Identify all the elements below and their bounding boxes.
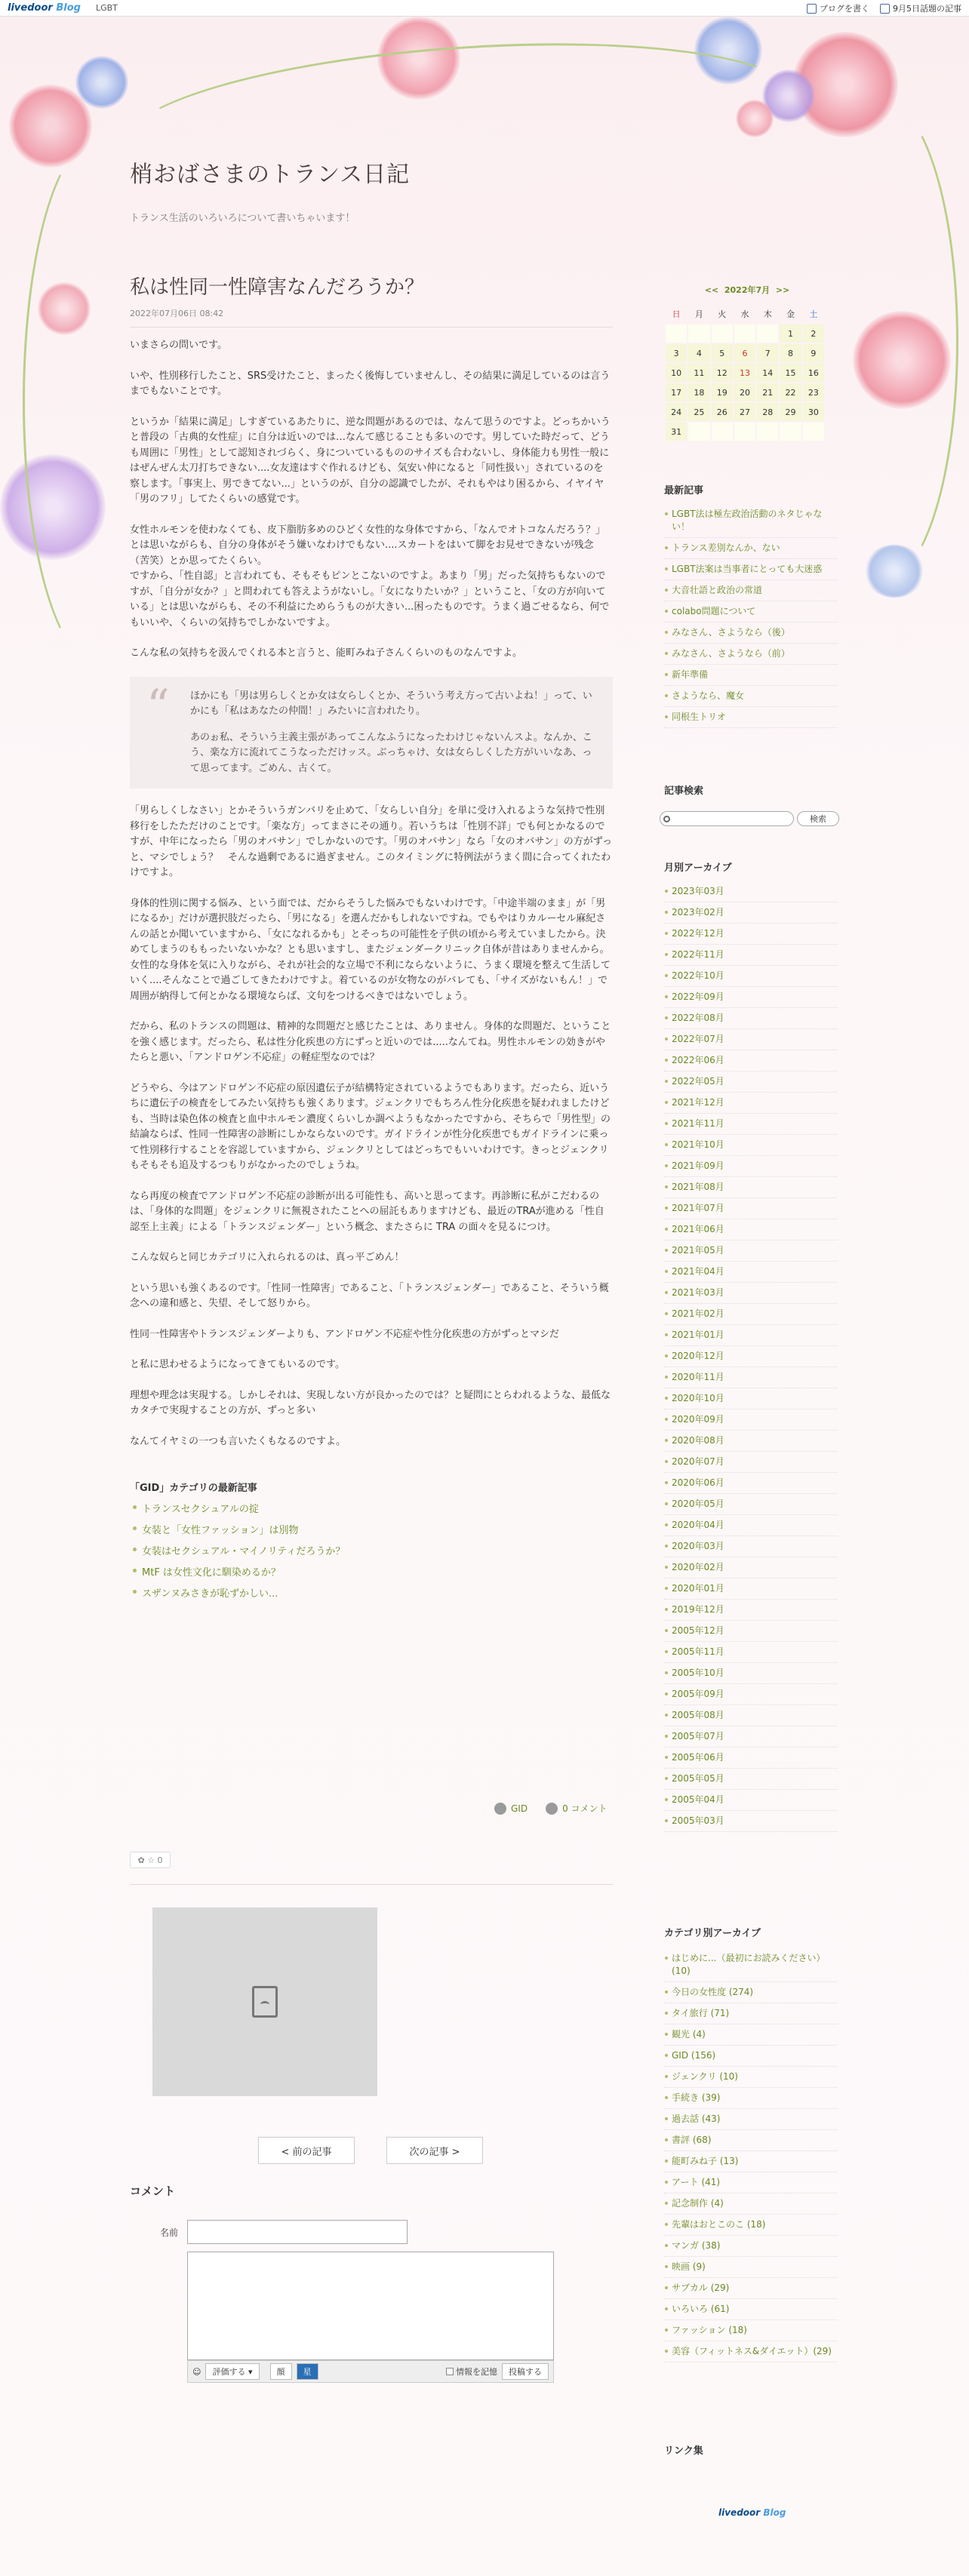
archive-item[interactable] <box>664 1325 838 1346</box>
catarchive-item[interactable] <box>664 1948 838 1982</box>
calendar-day[interactable]: 9 <box>803 344 824 362</box>
catarchive-item-link[interactable]: サブカル (29) <box>672 2282 730 2293</box>
catarchive-heading: カテゴリ別アーカイブ <box>664 1921 761 1943</box>
catarchive-item[interactable] <box>664 2151 838 2172</box>
archive-item-link[interactable]: 2022年08月 <box>672 1013 724 1023</box>
article-paragraph: 理想や理念は実現する。しかしそれは、実現しない方が良かったのでは？と疑問にとらわれるような、最低なカタチで実現することの方が、ずっと多い <box>130 1389 611 1416</box>
recent-item-link[interactable]: colabo問題について <box>672 606 756 616</box>
catarchive-item[interactable] <box>664 2046 838 2067</box>
category-latest <box>130 1480 613 1600</box>
catarchive-item-link[interactable]: マンガ (38) <box>672 2240 721 2251</box>
broken-image-icon <box>252 1986 278 2018</box>
catarchive-item-link[interactable]: 映画 (9) <box>672 2261 706 2272</box>
archive-item[interactable] <box>664 1093 838 1114</box>
category-latest-item-link[interactable]: トランスセクシュアルの掟 <box>142 1504 259 1515</box>
like-icon: ✿ ☆ <box>137 1855 155 1865</box>
archive-item[interactable] <box>664 1621 838 1642</box>
archive-item-link[interactable]: 2021年04月 <box>672 1266 724 1277</box>
article-paragraph: 「男らしくしなさい」とかそういうガンバリを止めて、「女らしい自分」を単に受け入れるような気持で性別移行をしたただけのことです。「楽な方」ってまさにその通り。若いうちは「性別不詳」でも何とかなるのですが、中年になったら「男のオバサン」でしかないのです。「男のオバサン」なら「女のオバサン」の方がずっと、マシでしょう？ そんな過剰であるに過ぎません。このタイミングに特例法がうまく間に合ってくれたわけですよ。 <box>130 805 612 878</box>
calendar-day <box>734 423 755 441</box>
recent-item-link[interactable]: トランス差別なんか、ない <box>672 543 780 553</box>
calendar-day[interactable]: 22 <box>780 383 801 401</box>
archive-item[interactable] <box>664 1811 838 1832</box>
calendar-day <box>666 324 687 343</box>
recent-item-link[interactable]: みなさん、さようなら（前） <box>672 648 790 659</box>
archive-item[interactable] <box>664 1726 838 1748</box>
archive-item-link[interactable]: 2020年08月 <box>672 1435 724 1446</box>
recent-item[interactable] <box>664 538 838 559</box>
archive-item[interactable] <box>664 881 838 902</box>
archive-item[interactable] <box>664 1409 838 1431</box>
catarchive-item[interactable] <box>664 1982 838 2003</box>
recent-item[interactable] <box>664 686 838 707</box>
article-paragraph: なら再度の検査でアンドロゲン不応症の診断が出る可能性も、高いと思ってます。再診断に私がこだわるのは、「身体的な問題」をジェンクリに無視されたことへの屈託もありますけども、最近のTRAが進める「性自認至上主義」による「トランスジェンダー」という概念、またさらに TRA の面々を見るにつけ。 <box>130 1190 604 1233</box>
calendar-day <box>757 324 778 343</box>
archive-item-link[interactable]: 2020年09月 <box>672 1414 724 1425</box>
calendar-day[interactable]: 29 <box>780 403 801 421</box>
catarchive-item-link[interactable]: 今日の女性度 (274) <box>672 1987 754 1997</box>
category-latest-item-link[interactable]: MtF は女性文化に馴染めるか？ <box>142 1567 281 1578</box>
archive-item[interactable] <box>664 1494 838 1515</box>
calendar-next[interactable]: >> <box>775 285 790 295</box>
quote-paragraph: あのぉ私、そういう主義主張があってこんなふうになったわけじゃないんスよ。なんか、こう、楽な方に流れてこうなっただけッス。ぶっちゃけ、女は女らしくした方がいいなあ、って思ってます。ごめん、古くて。 <box>190 731 592 774</box>
search-button[interactable]: 検索 <box>797 811 839 826</box>
name-input[interactable] <box>187 2220 408 2244</box>
calendar-day <box>734 324 755 343</box>
category-latest-heading: 「GID」カテゴリの最新記事 <box>130 1483 257 1494</box>
calendar-day[interactable]: 8 <box>780 344 801 362</box>
name-label: 名前 <box>160 2227 179 2238</box>
calendar-day[interactable]: 27 <box>734 403 755 421</box>
archive-item[interactable] <box>664 1578 838 1600</box>
top-bar <box>0 0 969 17</box>
archive-item[interactable] <box>664 1262 838 1283</box>
archive-item-link[interactable]: 2020年12月 <box>672 1351 724 1361</box>
catarchive-item[interactable] <box>664 2130 838 2151</box>
archive-item-link[interactable]: 2020年03月 <box>672 1541 724 1551</box>
category-link[interactable]: GID <box>494 1803 528 1815</box>
recent-item-link[interactable]: さようなら、魔女 <box>672 690 745 701</box>
archive-item[interactable] <box>664 1071 838 1093</box>
recent-item-link[interactable]: LGBT法は極左政治活動のネタじゃない！ <box>672 509 823 532</box>
article-paragraph: と私に思わせるようになってきてもいるのです。 <box>130 1359 345 1370</box>
archive-item-link[interactable]: 2021年11月 <box>672 1118 724 1129</box>
archive-item[interactable] <box>664 1663 838 1684</box>
catarchive-item-link[interactable]: 過去話 (43) <box>672 2113 721 2124</box>
recent-item[interactable] <box>664 622 838 644</box>
catarchive-item-link[interactable]: 書評 (68) <box>672 2135 712 2145</box>
calendar-day[interactable]: 18 <box>688 383 709 401</box>
blockquote <box>130 677 613 789</box>
archive-item[interactable] <box>664 987 838 1008</box>
trend-link[interactable]: 9月5日話題の記事 <box>880 2 961 14</box>
catarchive-item[interactable] <box>664 2257 838 2278</box>
archive-item-link[interactable]: 2019年12月 <box>672 1604 724 1615</box>
calendar-day <box>688 423 709 441</box>
calendar <box>664 284 830 442</box>
category-latest-item[interactable] <box>130 1501 613 1515</box>
search-heading: 記事検索 <box>664 779 703 801</box>
catarchive-item-link[interactable]: 手続き (39) <box>672 2092 721 2103</box>
archive-item-link[interactable]: 2020年05月 <box>672 1499 724 1509</box>
archive-item[interactable] <box>664 1388 838 1409</box>
archive-item[interactable] <box>664 1515 838 1536</box>
calendar-day[interactable]: 5 <box>712 344 733 362</box>
archive-item[interactable] <box>664 1769 838 1790</box>
calendar-day[interactable]: 23 <box>803 383 824 401</box>
calendar-dow: 水 <box>740 309 749 319</box>
calendar-dow: 土 <box>809 309 818 319</box>
calendar-day[interactable]: 26 <box>712 403 733 421</box>
archive-item-link[interactable]: 2005年12月 <box>672 1625 724 1636</box>
calendar-day[interactable]: 6 <box>734 344 755 362</box>
archive-item[interactable] <box>664 1283 838 1304</box>
calendar-day[interactable]: 7 <box>757 344 778 362</box>
calendar-day[interactable]: 11 <box>688 364 709 382</box>
catarchive-item[interactable] <box>664 2215 838 2236</box>
comment-toolbar <box>187 2360 554 2383</box>
archive-item-link[interactable]: 2005年04月 <box>672 1794 724 1805</box>
article-paragraph: なんてイヤミの一つも言いたくもなるのですよ。 <box>130 1435 346 1447</box>
catarchive-item[interactable] <box>664 2320 838 2341</box>
catarchive-item[interactable] <box>664 2278 838 2299</box>
blog-subtitle: トランス生活のいろいろについて書いちゃいます！ <box>130 213 355 224</box>
calendar-day[interactable]: 12 <box>712 364 733 382</box>
recent-item-link[interactable]: 同根生トリオ <box>672 712 726 722</box>
calendar-dow: 月 <box>694 309 703 319</box>
archive-item-link[interactable]: 2020年10月 <box>672 1393 724 1403</box>
archive-item-link[interactable]: 2020年02月 <box>672 1562 724 1572</box>
calendar-dow: 金 <box>786 309 795 319</box>
archive-item[interactable] <box>664 1114 838 1135</box>
catarchive-item-link[interactable]: ファッション (18) <box>672 2325 747 2335</box>
archive-item-link[interactable]: 2022年10月 <box>672 970 724 981</box>
article-date: 2022年07月06日 08:42 <box>130 307 613 327</box>
calendar-icon <box>880 4 890 14</box>
category-latest-item[interactable] <box>130 1543 613 1557</box>
calendar-dow: 日 <box>672 309 681 319</box>
topbar-category[interactable]: LGBT <box>95 3 118 13</box>
article-paragraph: 身体的性別に関する悩み、という面では、だからそうした悩みでもないわけです。「中途半端のまま」が「男になるか」だけが選択肢だったら、「男になる」を選んだかもしれないですね。でもやはりカルーセル麻紀さんの話とか聞いていますから、「女になれるかも」とそっちの可能性を子供の頃から考えていましたから。決めてしまうのももったいないかな？とも思いますし、またジェンダークリニック自体が昔はありませんから。 女性的な身体を気に入りながら、それが社会的な立場で不利にならないように、うまく環境を整えて生活していく....そんなことで過ごしてきたわけですよ。着ているのが女物なのがバレても、「サイズがないもん！」で周囲が納得して何とかなる環境ならば、文句をつけるべきではないでしょう。 <box>130 897 611 1002</box>
catarchive-item-link[interactable]: タイ旅行 (71) <box>672 2008 730 2018</box>
archive-item[interactable] <box>664 902 838 924</box>
archive-item[interactable] <box>664 1240 838 1262</box>
archive-item-link[interactable]: 2023年03月 <box>672 886 724 896</box>
catarchive-item-link[interactable]: 美容（フィットネス&ダイエット）(29) <box>672 2346 832 2356</box>
archive-item-link[interactable]: 2023年02月 <box>672 907 724 918</box>
archive-item-link[interactable]: 2021年12月 <box>672 1097 724 1108</box>
search-icon <box>663 816 670 822</box>
article-paragraph: こんな奴らと同じカテゴリに入れられるのは、真っ平ごめん！ <box>130 1252 405 1263</box>
archive-item-link[interactable]: 2021年07月 <box>672 1203 724 1213</box>
calendar-day[interactable]: 4 <box>688 344 709 362</box>
archive-item[interactable] <box>664 966 838 987</box>
calendar-day[interactable]: 1 <box>780 324 801 343</box>
archive-item-link[interactable]: 2022年09月 <box>672 991 724 1002</box>
category-latest-item-link[interactable]: 女装はセクシュアル・マイノリティだろうか？ <box>142 1546 346 1557</box>
category-latest-item[interactable] <box>130 1564 613 1578</box>
calendar-day[interactable]: 20 <box>734 383 755 401</box>
divider <box>130 1884 613 1885</box>
article-paragraph: 性同一性障害やトランスジェンダーよりも、アンドロゲン不応症や性分化疾患の方がずっとマシだ <box>130 1328 560 1340</box>
archive-item[interactable] <box>664 1473 838 1494</box>
calendar-day[interactable]: 28 <box>757 403 778 421</box>
catarchive-item-link[interactable]: 能町みね子 (13) <box>672 2156 739 2166</box>
archive-item-link[interactable]: 2005年06月 <box>672 1752 724 1763</box>
catarchive-item-link[interactable]: 記念制作 (4) <box>672 2198 724 2209</box>
rate-select[interactable]: 評価する ▾ <box>205 2363 259 2380</box>
archive-item-link[interactable]: 2020年06月 <box>672 1477 724 1488</box>
archive-item-link[interactable]: 2020年04月 <box>672 1520 724 1530</box>
calendar-day <box>780 423 801 441</box>
archive-item[interactable] <box>664 1156 838 1177</box>
calendar-day <box>712 324 733 343</box>
comment-textarea[interactable] <box>187 2252 554 2360</box>
quote-paragraph: ほかにも「男は男らしくとか女は女らしくとか、そういう考え方って古いよね！」って、いかにも「私はあなたの仲間！」みたいに言われたり。 <box>190 690 592 717</box>
article-paragraph: 女性ホルモンを使わなくても、皮下脂肪多めのひどく女性的な身体ですから、「なんでオトコなんだろう？」とは思いながらも、自分の身体がそう嫌いなわけでもない....スカートをはいて脚をお見せできないが残念（苦笑）とか思ってたくらい。 ですから、「性自認」と言われても、そもそもピンとこないのですよ。あまり「男」だった気持ちもないのですが、「自分が女か？」と問われても答えようがないし。「女になりたいか？」ということ、「女の方が向いている」とは思いながらも、その不利益にためらうものが大きい...困ったものです。うまく過ごせるなら、何でもいいや、くらいの気持ちでしかないですよ。 <box>130 524 610 629</box>
calendar-day <box>803 423 824 441</box>
archive-item-link[interactable]: 2021年01月 <box>672 1329 724 1340</box>
recent-item[interactable] <box>664 665 838 686</box>
article-paragraph: という思いも強くあるのです。「性同一性障害」であること、「トランスジェンダー」であること、そういう概念への違和感と、失望、そして怒りから。 <box>130 1282 609 1309</box>
article-paragraph: どうやら、今はアンドロゲン不応症の原因遺伝子が結構特定されているようでもあります。だったら、近いうちに遺伝子の検査をしてみたい気持ちも強くあります。ジェンクリでもちろん性分化疾患を疑われましたけども、当時は染色体の検査と血中ホルモン濃度くらいしか調べようもなかったですから、そちらで「男性型」の結論ならば、性同一性障害の診断にしかならないのです。ガイドラインが性分化疾患でもガイドラインに乗って性別移行することを容認していますから、ジェンクリとしてはどっちでもいいわけです。きっとジェンクリもそもそも追及するつもりがなかったのでしょうね。 <box>130 1082 611 1171</box>
archive-item-link[interactable]: 2021年06月 <box>672 1224 724 1234</box>
calendar-dow: 火 <box>718 309 727 319</box>
catarchive-item-link[interactable]: ジェンクリ (10) <box>672 2071 738 2082</box>
archive-item-link[interactable]: 2022年05月 <box>672 1076 724 1087</box>
archive-item-link[interactable]: 2005年07月 <box>672 1731 724 1741</box>
prev-article-button[interactable]: < 前の記事 <box>258 2137 355 2164</box>
catarchive-item[interactable] <box>664 2299 838 2320</box>
archive-item[interactable] <box>664 1748 838 1769</box>
article-meta <box>494 1802 608 1815</box>
archive-item[interactable] <box>664 1536 838 1557</box>
catarchive-item[interactable] <box>664 2067 838 2088</box>
links-heading: リンク集 <box>664 2439 703 2461</box>
catarchive-item-link[interactable]: いろいろ (61) <box>672 2304 730 2314</box>
blog-title[interactable]: 梢おばさまのトランス日記 <box>130 161 411 188</box>
next-article-button[interactable]: 次の記事 > <box>386 2137 483 2164</box>
comments-link[interactable]: 0 コメント <box>546 1802 607 1815</box>
archive-item[interactable] <box>664 1452 838 1473</box>
catarchive-item[interactable] <box>664 2024 838 2046</box>
recent-item[interactable] <box>664 707 838 728</box>
archive-item-link[interactable]: 2021年10月 <box>672 1139 724 1150</box>
comment-heading: コメント <box>130 2184 176 2198</box>
archive-heading: 月別アーカイブ <box>664 856 732 878</box>
calendar-day <box>712 423 733 441</box>
archive-item[interactable] <box>664 1600 838 1621</box>
archive-item-link[interactable]: 2021年05月 <box>672 1245 724 1256</box>
catarchive-item-link[interactable]: アート (41) <box>672 2177 721 2187</box>
archive-item-link[interactable]: 2005年05月 <box>672 1773 724 1784</box>
archive-item[interactable] <box>664 1219 838 1240</box>
catarchive-item[interactable] <box>664 2172 838 2193</box>
archive-item[interactable] <box>664 1304 838 1325</box>
calendar-dow: 木 <box>763 309 772 319</box>
remember-checkbox[interactable]: 情報を記憶 <box>446 2365 497 2378</box>
catarchive-item[interactable] <box>664 2003 838 2024</box>
catarchive-item[interactable] <box>664 2193 838 2215</box>
archive-item[interactable] <box>664 924 838 945</box>
archive-item-link[interactable]: 2005年11月 <box>672 1646 724 1657</box>
archive-item[interactable] <box>664 1684 838 1705</box>
write-blog-link[interactable]: ブログを書く <box>807 2 869 14</box>
category-latest-item-link[interactable]: スザンヌみさきが恥ずかしい... <box>142 1588 278 1600</box>
calendar-day[interactable]: 15 <box>780 364 801 382</box>
recent-item[interactable] <box>664 580 838 601</box>
archive-item-link[interactable]: 2022年12月 <box>672 928 724 939</box>
archive-item-link[interactable]: 2021年08月 <box>672 1182 724 1192</box>
article <box>130 272 613 1600</box>
calendar-day <box>688 324 709 343</box>
calendar-prev[interactable]: << <box>704 285 719 295</box>
catarchive-item[interactable] <box>664 2236 838 2257</box>
calendar-day[interactable]: 3 <box>666 344 687 362</box>
category-latest-item[interactable] <box>130 1522 613 1536</box>
archive-item-link[interactable]: 2005年10月 <box>672 1668 724 1678</box>
archive-item-link[interactable]: 2020年01月 <box>672 1583 724 1594</box>
recent-heading: 最新記事 <box>664 478 703 500</box>
archive-item-link[interactable]: 2005年08月 <box>672 1710 724 1720</box>
archive-item[interactable] <box>664 945 838 966</box>
archive-item-link[interactable]: 2005年09月 <box>672 1689 724 1699</box>
recent-item[interactable] <box>664 601 838 622</box>
article-paragraphs-2 <box>130 804 613 1449</box>
archive-item[interactable] <box>664 1642 838 1663</box>
archive-item[interactable] <box>664 1346 838 1367</box>
archive-item-link[interactable]: 2022年11月 <box>672 949 724 960</box>
catarchive-item-link[interactable]: 観光 (4) <box>672 2029 706 2040</box>
archive-item[interactable] <box>664 1431 838 1452</box>
archive-item[interactable] <box>664 1198 838 1219</box>
folder-icon <box>494 1803 506 1815</box>
calendar-day[interactable]: 19 <box>712 383 733 401</box>
article-paragraph: というか「結果に満足」しすぎているあたりに、逆な問題があるのでは、なんて思うのですよ。どっちかいうと普段の「古典的女性症」に自分は近いのでは…なんて感じることも多いのです。男していた時だって、どうも周囲に「男性」として認知されづらく、身についているもののサイズも合わないし、身体能力も男性一般にはぜんぜん太刀打ちできない....女友達はすぐ作れるけども、気安い仲になると「同性扱い」されているのを察します。「事実上、男できてない...」というのが、自分の認識でしたが、それもやはり困るから、イヤイヤ「男のフリ」してたくらいの感覚です。 <box>130 416 611 505</box>
like-button[interactable]: ✿ ☆ 0 <box>130 1852 171 1868</box>
search-box <box>660 811 839 826</box>
archive-item-link[interactable]: 2021年03月 <box>672 1287 724 1298</box>
archive-item[interactable] <box>664 1050 838 1071</box>
article-title[interactable]: 私は性同一性障害なんだろうか？ <box>130 276 425 299</box>
archive-item[interactable] <box>664 1790 838 1811</box>
calendar-day[interactable]: 16 <box>803 364 824 382</box>
article-paragraph: いや、性別移行したこと、SRS受けたこと、まったく後悔していませんし、その結果に満足しているのは言うまでもないことです。 <box>130 370 611 397</box>
calendar-day[interactable]: 17 <box>666 383 687 401</box>
article-paragraph: こんな私の気持ちを汲んでくれる本と言うと、能町みね子さんくらいのものなんですよ。 <box>130 647 523 659</box>
recent-item-link[interactable]: 大音壮語と政治の常道 <box>672 585 763 595</box>
calendar-day[interactable]: 31 <box>666 423 687 441</box>
calendar-day[interactable]: 13 <box>734 364 755 382</box>
archive-item-link[interactable]: 2021年09月 <box>672 1160 724 1171</box>
search-input[interactable] <box>660 811 794 826</box>
calendar-day[interactable]: 24 <box>666 403 687 421</box>
livedoor-logo[interactable]: livedoor Blog <box>8 2 81 14</box>
archive-item-link[interactable]: 2020年07月 <box>672 1456 724 1467</box>
archive-item[interactable] <box>664 1135 838 1156</box>
calendar-day[interactable]: 14 <box>757 364 778 382</box>
archive-item[interactable] <box>664 1008 838 1029</box>
archive-item[interactable] <box>664 1367 838 1388</box>
recent-item-link[interactable]: LGBT法案は当事者にとっても大迷惑 <box>672 564 823 574</box>
article-paragraphs-1 <box>130 338 613 662</box>
catarchive-item-link[interactable]: GID (156) <box>672 2050 716 2061</box>
calendar-month: 2022年7月 <box>724 285 771 295</box>
calendar-day[interactable]: 25 <box>688 403 709 421</box>
archive-item[interactable] <box>664 1557 838 1578</box>
recent-item[interactable] <box>664 504 838 538</box>
catarchive-item-link[interactable]: 先輩はおとこのこ (18) <box>672 2219 766 2230</box>
archive-item[interactable] <box>664 1177 838 1198</box>
category-latest-item-link[interactable]: 女装と「女性ファッション」は別物 <box>142 1525 299 1536</box>
image-placeholder <box>152 1907 377 2096</box>
article-body <box>130 338 613 1449</box>
archive-item-link[interactable]: 2020年11月 <box>672 1372 724 1382</box>
category-latest-item[interactable] <box>130 1585 613 1600</box>
calendar-day <box>757 423 778 441</box>
archive-item[interactable] <box>664 1029 838 1050</box>
archive-item-link[interactable]: 2022年06月 <box>672 1055 724 1065</box>
quote-mark-icon: “ <box>146 679 170 733</box>
calendar-day[interactable]: 21 <box>757 383 778 401</box>
emoji-icon[interactable]: ☺ <box>192 2366 201 2377</box>
footer-logo[interactable]: livedoor Blog <box>718 2507 786 2518</box>
pencil-icon <box>807 4 817 14</box>
catarchive-item[interactable] <box>664 2109 838 2130</box>
article-paragraph: いまさらの問いです。 <box>130 340 227 351</box>
catarchive-item[interactable] <box>664 2088 838 2109</box>
submit-comment-button[interactable]: 投稿する <box>502 2363 549 2380</box>
star-button[interactable]: 星 <box>297 2363 318 2380</box>
recent-item-link[interactable]: 新年準備 <box>672 669 709 680</box>
archive-item[interactable] <box>664 1705 838 1726</box>
calendar-day[interactable]: 2 <box>803 324 824 343</box>
archive-item-link[interactable]: 2005年03月 <box>672 1815 724 1826</box>
calendar-day[interactable]: 10 <box>666 364 687 382</box>
archive-item-link[interactable]: 2022年07月 <box>672 1034 724 1044</box>
recent-item[interactable] <box>664 559 838 580</box>
catarchive-item-link[interactable]: はじめに...（最初にお読みください）(10) <box>672 1953 826 1976</box>
face-button[interactable]: 顔 <box>270 2363 292 2380</box>
archive-item-link[interactable]: 2021年02月 <box>672 1308 724 1319</box>
recent-item[interactable] <box>664 644 838 665</box>
catarchive-item[interactable] <box>664 2341 838 2362</box>
recent-item-link[interactable]: みなさん、さようなら（後） <box>672 627 790 638</box>
comment-icon <box>546 1803 558 1815</box>
article-paragraph: だから、私のトランスの問題は、精神的な問題だと感じたことは、ありません。身体的な問題だ、ということを強く感じます。だったら、私は性分化疾患の方にずっと近いのでは.....なんてね。男性ホルモンの効きがやたらと悪い、「アンドロゲン不応症」の軽症型なのでは？ <box>130 1021 611 1063</box>
calendar-day[interactable]: 30 <box>803 403 824 421</box>
